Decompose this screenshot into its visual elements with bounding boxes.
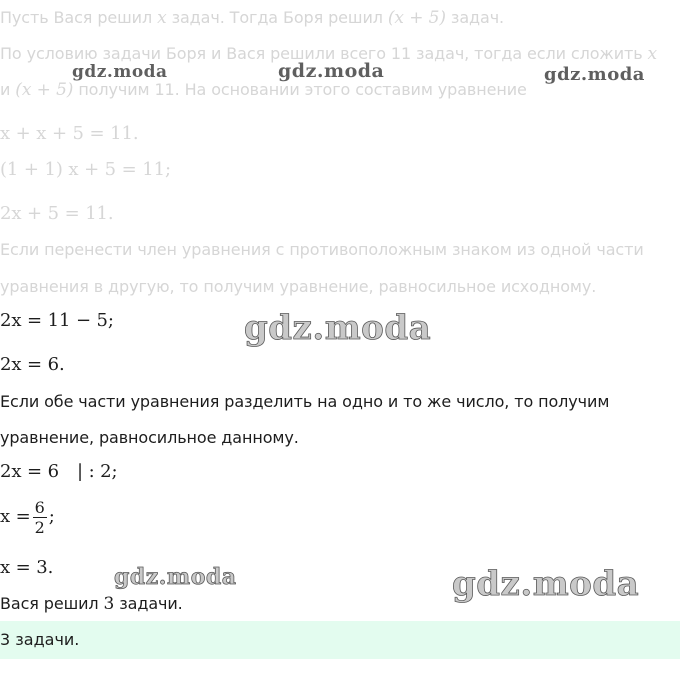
text-line-6: Если обе части уравнения разделить на одно и то же число, то получим	[0, 392, 610, 411]
answer-text: 3 задачи.	[0, 630, 80, 649]
watermark: gdz.moda	[114, 564, 237, 590]
watermark: gdz.moda	[278, 60, 385, 82]
text-line-7: уравнение, равносильное данному.	[0, 428, 299, 447]
fraction	[33, 498, 47, 537]
text-line-1	[0, 8, 504, 28]
equation-left: 2x = 6	[0, 461, 59, 482]
math-expression: (x + 5)	[387, 8, 446, 28]
equation-4: 2x = 11 − 5;	[0, 310, 114, 331]
equation-3: 2x + 5 = 11.	[0, 203, 114, 224]
text-line-8	[0, 594, 183, 614]
math-expression: (x + 5)	[15, 80, 74, 100]
text-fragment: задачи.	[114, 594, 183, 613]
text-fragment: задач.	[445, 8, 505, 27]
equation-2: (1 + 1) x + 5 = 11;	[0, 159, 171, 180]
answer-box	[0, 621, 680, 659]
watermark: gdz.moda	[72, 62, 168, 82]
fraction-denominator: 2	[34, 517, 45, 537]
equation-7	[0, 497, 55, 537]
equation-right: | : 2;	[76, 461, 118, 482]
math-variable: x	[647, 44, 658, 64]
equation-6	[0, 462, 117, 482]
equation-1: x + x + 5 = 11.	[0, 123, 139, 144]
equation-right: ;	[48, 506, 55, 527]
math-variable: x	[157, 8, 167, 28]
text-line-4: Если перенести член уравнения с противоположным знаком из одной части	[0, 240, 644, 259]
math-number: 3	[103, 594, 115, 614]
fraction-numerator: 6	[34, 497, 45, 517]
equation-8: x = 3.	[0, 557, 54, 578]
watermark: gdz.moda	[244, 308, 432, 348]
text-fragment: По условию задачи Боря и Вася решили всего 11 задач, тогда если сложить	[0, 44, 648, 63]
text-fragment: Пусть Вася решил	[0, 8, 158, 27]
watermark: gdz.moda	[452, 564, 640, 604]
text-fragment: Вася решил	[0, 594, 104, 613]
text-fragment: задач. Тогда Боря решил	[166, 8, 388, 27]
equation-left: x =	[0, 506, 31, 527]
text-line-5: уравнения в другую, то получим уравнение, равносильное исходному.	[0, 277, 597, 296]
text-fragment: получим 11. На основании этого составим уравнение	[73, 80, 527, 99]
equation-5: 2x = 6.	[0, 354, 65, 375]
text-fragment: и	[0, 80, 16, 99]
text-line-3	[0, 80, 527, 100]
watermark: gdz.moda	[544, 64, 645, 85]
